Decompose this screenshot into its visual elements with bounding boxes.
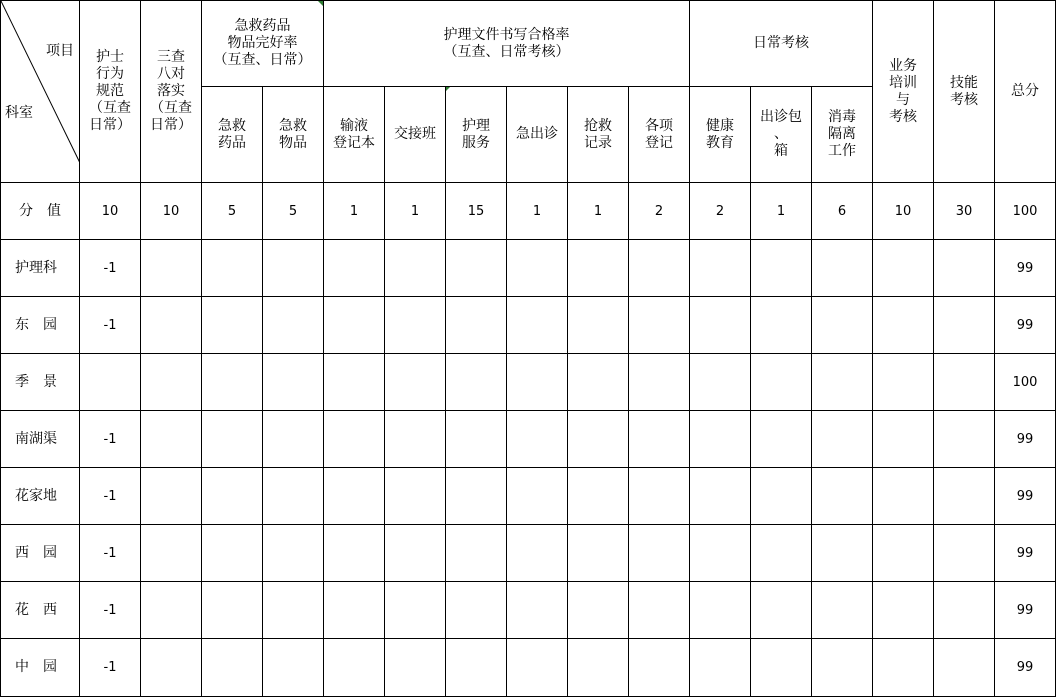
empty-cell (934, 582, 995, 639)
empty-cell (934, 639, 995, 697)
empty-cell (324, 525, 385, 582)
total-score: 99 (995, 525, 1056, 582)
subheader-emergency-items: 急救 物品 (263, 87, 324, 183)
empty-cell (263, 240, 324, 297)
empty-cell (812, 468, 873, 525)
header-group-daily: 日常考核 (690, 1, 873, 87)
empty-cell (324, 411, 385, 468)
table-row (1, 582, 1056, 639)
score-value: 5 (263, 183, 324, 240)
cell-marker (446, 87, 451, 92)
empty-cell (263, 297, 324, 354)
empty-cell (385, 240, 446, 297)
empty-cell (873, 240, 934, 297)
empty-cell (202, 297, 263, 354)
score-value: 15 (446, 183, 507, 240)
empty-cell (629, 297, 690, 354)
empty-cell (202, 468, 263, 525)
score-value: 1 (385, 183, 446, 240)
department-name: 东 园 (1, 297, 80, 354)
empty-cell (629, 354, 690, 411)
empty-cell (324, 354, 385, 411)
empty-cell (568, 639, 629, 697)
empty-cell (568, 411, 629, 468)
total-score: 99 (995, 411, 1056, 468)
empty-cell (446, 240, 507, 297)
subheader-outcall-kit: 出诊包 、 箱 (751, 87, 812, 183)
empty-cell (629, 639, 690, 697)
table-row (1, 411, 1056, 468)
empty-cell (202, 582, 263, 639)
empty-cell (568, 240, 629, 297)
empty-cell (629, 411, 690, 468)
score-row (1, 183, 1056, 240)
empty-cell (690, 354, 751, 411)
empty-cell (324, 297, 385, 354)
empty-cell (263, 354, 324, 411)
behavior-score (80, 354, 141, 411)
empty-cell (812, 525, 873, 582)
empty-cell (507, 468, 568, 525)
score-value: 1 (324, 183, 385, 240)
empty-cell (263, 525, 324, 582)
behavior-score: -1 (80, 240, 141, 297)
score-value: 2 (690, 183, 751, 240)
empty-cell (873, 525, 934, 582)
header-group-docs: 护理文件书写合格率 （互查、日常考核） (324, 1, 690, 87)
empty-cell (934, 297, 995, 354)
table-row (1, 240, 1056, 297)
empty-cell (751, 525, 812, 582)
empty-cell (751, 639, 812, 697)
subheader-shift-handover: 交接班 (385, 87, 446, 183)
empty-cell (446, 297, 507, 354)
total-score: 99 (995, 582, 1056, 639)
empty-cell (690, 297, 751, 354)
subheader-registrations: 各项 登记 (629, 87, 690, 183)
score-row-label: 分 值 (1, 183, 80, 240)
header-group-drugs: 急救药品 物品完好率 （互查、日常） (202, 1, 324, 87)
empty-cell (385, 582, 446, 639)
empty-cell (202, 639, 263, 697)
department-name: 西 园 (1, 525, 80, 582)
department-name: 花家地 (1, 468, 80, 525)
department-name: 季 景 (1, 354, 80, 411)
score-value: 1 (751, 183, 812, 240)
empty-cell (446, 354, 507, 411)
subheader-health-education: 健康 教育 (690, 87, 751, 183)
corner-item-label: 项目 (46, 43, 74, 59)
empty-cell (751, 354, 812, 411)
empty-cell (141, 525, 202, 582)
score-value: 1 (507, 183, 568, 240)
empty-cell (141, 411, 202, 468)
subheader-rescue-record: 抢救 记录 (568, 87, 629, 183)
empty-cell (629, 582, 690, 639)
empty-cell (385, 297, 446, 354)
empty-cell (751, 297, 812, 354)
empty-cell (690, 411, 751, 468)
empty-cell (690, 240, 751, 297)
score-value: 5 (202, 183, 263, 240)
empty-cell (263, 411, 324, 468)
total-score: 99 (995, 468, 1056, 525)
empty-cell (934, 240, 995, 297)
empty-cell (446, 468, 507, 525)
score-value: 100 (995, 183, 1056, 240)
empty-cell (141, 354, 202, 411)
table-row (1, 525, 1056, 582)
header-skill: 技能 考核 (934, 1, 995, 183)
department-name: 中 园 (1, 639, 80, 697)
empty-cell (141, 297, 202, 354)
empty-cell (873, 354, 934, 411)
empty-cell (141, 468, 202, 525)
empty-cell (873, 582, 934, 639)
empty-cell (507, 639, 568, 697)
table-row (1, 297, 1056, 354)
behavior-score: -1 (80, 297, 141, 354)
score-value: 1 (568, 183, 629, 240)
total-score: 100 (995, 354, 1056, 411)
subheader-emergency-drugs: 急救 药品 (202, 87, 263, 183)
empty-cell (568, 525, 629, 582)
empty-cell (385, 411, 446, 468)
corner-header-cell (1, 1, 80, 183)
table-row (1, 354, 1056, 411)
empty-cell (934, 411, 995, 468)
empty-cell (934, 354, 995, 411)
behavior-score: -1 (80, 582, 141, 639)
empty-cell (690, 582, 751, 639)
table-row (1, 468, 1056, 525)
empty-cell (812, 639, 873, 697)
empty-cell (507, 354, 568, 411)
empty-cell (202, 240, 263, 297)
empty-cell (751, 582, 812, 639)
empty-cell (934, 468, 995, 525)
empty-cell (507, 582, 568, 639)
department-name: 南湖渠 (1, 411, 80, 468)
empty-cell (202, 411, 263, 468)
empty-cell (629, 525, 690, 582)
empty-cell (568, 354, 629, 411)
empty-cell (324, 240, 385, 297)
empty-cell (507, 411, 568, 468)
subheader-disinfection: 消毒 隔离 工作 (812, 87, 873, 183)
total-score: 99 (995, 240, 1056, 297)
cell-marker (318, 1, 323, 6)
empty-cell (263, 639, 324, 697)
score-value: 30 (934, 183, 995, 240)
subheader-nursing-service: 护理 服务 (446, 87, 507, 183)
score-value: 6 (812, 183, 873, 240)
empty-cell (446, 411, 507, 468)
department-name: 花 西 (1, 582, 80, 639)
empty-cell (385, 354, 446, 411)
department-name: 护理科 (1, 240, 80, 297)
empty-cell (385, 639, 446, 697)
empty-cell (751, 411, 812, 468)
empty-cell (507, 297, 568, 354)
corner-diagonal-line (1, 1, 80, 163)
score-value: 10 (80, 183, 141, 240)
empty-cell (507, 240, 568, 297)
empty-cell (446, 525, 507, 582)
empty-cell (812, 411, 873, 468)
empty-cell (690, 639, 751, 697)
empty-cell (141, 639, 202, 697)
behavior-score: -1 (80, 411, 141, 468)
empty-cell (751, 468, 812, 525)
empty-cell (629, 240, 690, 297)
header-behavior: 护士 行为 规范 （互查 日常） (80, 1, 141, 183)
empty-cell (202, 354, 263, 411)
empty-cell (324, 582, 385, 639)
empty-cell (446, 639, 507, 697)
score-value: 10 (141, 183, 202, 240)
behavior-score: -1 (80, 639, 141, 697)
behavior-score: -1 (80, 468, 141, 525)
empty-cell (263, 582, 324, 639)
empty-cell (934, 525, 995, 582)
empty-cell (141, 240, 202, 297)
subheader-emergency-call: 急出诊 (507, 87, 568, 183)
total-score: 99 (995, 297, 1056, 354)
empty-cell (873, 411, 934, 468)
score-value: 2 (629, 183, 690, 240)
empty-cell (141, 582, 202, 639)
empty-cell (629, 468, 690, 525)
empty-cell (873, 297, 934, 354)
empty-cell (568, 582, 629, 639)
empty-cell (690, 468, 751, 525)
empty-cell (568, 297, 629, 354)
empty-cell (385, 468, 446, 525)
empty-cell (812, 354, 873, 411)
empty-cell (812, 582, 873, 639)
empty-cell (507, 525, 568, 582)
empty-cell (202, 525, 263, 582)
empty-cell (568, 468, 629, 525)
empty-cell (873, 468, 934, 525)
empty-cell (385, 525, 446, 582)
empty-cell (812, 240, 873, 297)
score-value: 10 (873, 183, 934, 240)
behavior-score: -1 (80, 525, 141, 582)
empty-cell (751, 240, 812, 297)
empty-cell (873, 639, 934, 697)
corner-dept-label: 科室 (5, 105, 33, 121)
header-sancha: 三查 八对 落实 （互查 日常） (141, 1, 202, 183)
empty-cell (324, 468, 385, 525)
empty-cell (812, 297, 873, 354)
empty-cell (446, 582, 507, 639)
header-training: 业务 培训 与 考核 (873, 1, 934, 183)
subheader-infusion-log: 输液 登记本 (324, 87, 385, 183)
empty-cell (324, 639, 385, 697)
table-row (1, 639, 1056, 697)
total-score: 99 (995, 639, 1056, 697)
empty-cell (263, 468, 324, 525)
header-total: 总分 (995, 1, 1056, 183)
empty-cell (690, 525, 751, 582)
